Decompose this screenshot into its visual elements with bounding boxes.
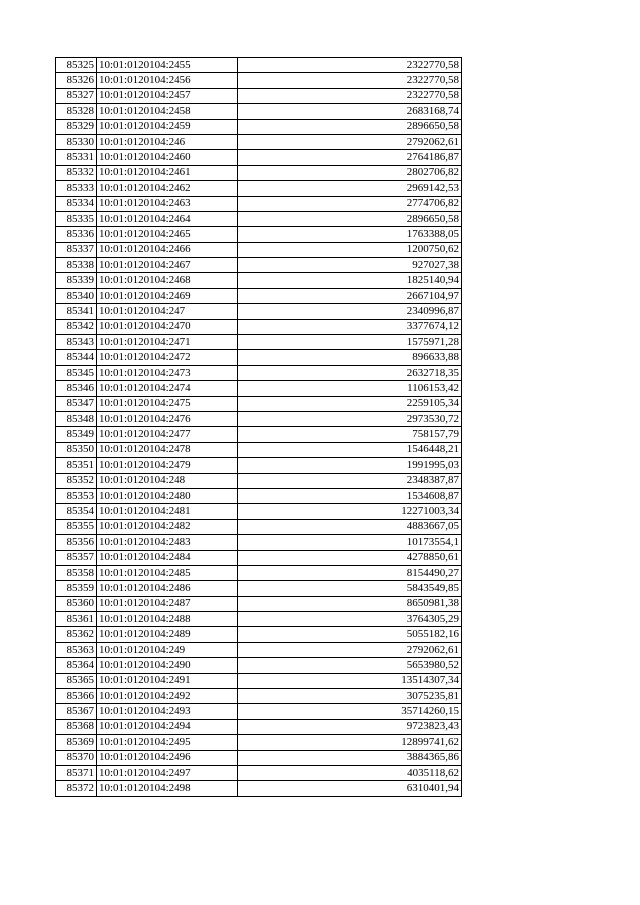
table-row — [56, 273, 462, 288]
cadastral-number-cell: 10:01:0120104:2487 — [97, 596, 238, 611]
table-body — [56, 58, 462, 797]
table-row — [56, 627, 462, 642]
table-row — [56, 104, 462, 119]
table-row — [56, 519, 462, 534]
table-row — [56, 319, 462, 334]
row-number-cell: 85335 — [56, 211, 97, 226]
cadastral-number-cell: 10:01:0120104:2466 — [97, 242, 238, 257]
table-row — [56, 350, 462, 365]
table-row — [56, 488, 462, 503]
cadastral-value-cell: 1991995,03 — [238, 458, 462, 473]
table-row — [56, 181, 462, 196]
row-number-cell: 85341 — [56, 304, 97, 319]
table-row — [56, 596, 462, 611]
cadastral-number-cell: 10:01:0120104:2472 — [97, 350, 238, 365]
cadastral-value-cell: 3377674,12 — [238, 319, 462, 334]
row-number-cell: 85357 — [56, 550, 97, 565]
cadastral-value-cell: 2896650,58 — [238, 119, 462, 134]
cadastral-number-cell: 10:01:0120104:2460 — [97, 150, 238, 165]
cadastral-number-cell: 10:01:0120104:247 — [97, 304, 238, 319]
cadastral-value-cell: 1200750,62 — [238, 242, 462, 257]
cadastral-number-cell: 10:01:0120104:2462 — [97, 181, 238, 196]
row-number-cell: 85351 — [56, 458, 97, 473]
row-number-cell: 85344 — [56, 350, 97, 365]
row-number-cell: 85372 — [56, 781, 97, 796]
table-row — [56, 689, 462, 704]
cadastral-value-cell: 5055182,16 — [238, 627, 462, 642]
table-row — [56, 535, 462, 550]
cadastral-value-cell: 1534608,87 — [238, 488, 462, 503]
cadastral-value-cell: 2774706,82 — [238, 196, 462, 211]
table-row — [56, 58, 462, 73]
cadastral-number-cell: 10:01:0120104:2473 — [97, 365, 238, 380]
cadastral-number-cell: 10:01:0120104:2465 — [97, 227, 238, 242]
row-number-cell: 85360 — [56, 596, 97, 611]
table-row — [56, 288, 462, 303]
table-row — [56, 119, 462, 134]
table-row — [56, 381, 462, 396]
table-row — [56, 642, 462, 657]
cadastral-number-cell: 10:01:0120104:2492 — [97, 689, 238, 704]
cadastral-value-cell: 1763388,05 — [238, 227, 462, 242]
cadastral-number-cell: 10:01:0120104:2458 — [97, 104, 238, 119]
cadastral-number-cell: 10:01:0120104:2456 — [97, 73, 238, 88]
cadastral-number-cell: 10:01:0120104:2482 — [97, 519, 238, 534]
row-number-cell: 85342 — [56, 319, 97, 334]
table-row — [56, 504, 462, 519]
cadastral-number-cell: 10:01:0120104:2455 — [97, 58, 238, 73]
row-number-cell: 85332 — [56, 165, 97, 180]
table-row — [56, 411, 462, 426]
cadastral-number-cell: 10:01:0120104:2459 — [97, 119, 238, 134]
cadastral-value-cell: 2322770,58 — [238, 73, 462, 88]
cadastral-value-cell: 1106153,42 — [238, 381, 462, 396]
row-number-cell: 85361 — [56, 612, 97, 627]
table-row — [56, 473, 462, 488]
cadastral-number-cell: 10:01:0120104:2479 — [97, 458, 238, 473]
cadastral-value-cell: 3884365,86 — [238, 750, 462, 765]
row-number-cell: 85325 — [56, 58, 97, 73]
cadastral-number-cell: 10:01:0120104:2461 — [97, 165, 238, 180]
cadastral-value-cell: 2973530,72 — [238, 411, 462, 426]
cadastral-number-cell: 10:01:0120104:2491 — [97, 673, 238, 688]
row-number-cell: 85349 — [56, 427, 97, 442]
cadastral-value-cell: 2802706,82 — [238, 165, 462, 180]
cadastral-value-cell: 35714260,15 — [238, 704, 462, 719]
cadastral-number-cell: 10:01:0120104:2488 — [97, 612, 238, 627]
row-number-cell: 85327 — [56, 88, 97, 103]
row-number-cell: 85362 — [56, 627, 97, 642]
row-number-cell: 85370 — [56, 750, 97, 765]
cadastral-number-cell: 10:01:0120104:2469 — [97, 288, 238, 303]
cadastral-value-cell: 2683168,74 — [238, 104, 462, 119]
row-number-cell: 85333 — [56, 181, 97, 196]
cadastral-number-cell: 10:01:0120104:2475 — [97, 396, 238, 411]
table-row — [56, 335, 462, 350]
table-row — [56, 165, 462, 180]
table-row — [56, 365, 462, 380]
cadastral-value-cell: 5653980,52 — [238, 658, 462, 673]
table-row — [56, 765, 462, 780]
row-number-cell: 85343 — [56, 335, 97, 350]
cadastral-value-cell: 9723823,43 — [238, 719, 462, 734]
cadastral-value-cell: 5843549,85 — [238, 581, 462, 596]
table-row — [56, 134, 462, 149]
cadastral-value-cell: 1546448,21 — [238, 442, 462, 457]
table-row — [56, 73, 462, 88]
cadastral-value-cell: 2764186,87 — [238, 150, 462, 165]
cadastral-number-cell: 10:01:0120104:2497 — [97, 765, 238, 780]
cadastral-value-table — [55, 57, 462, 797]
cadastral-number-cell: 10:01:0120104:2471 — [97, 335, 238, 350]
cadastral-number-cell: 10:01:0120104:2457 — [97, 88, 238, 103]
table-row — [56, 88, 462, 103]
cadastral-number-cell: 10:01:0120104:2483 — [97, 535, 238, 550]
row-number-cell: 85368 — [56, 719, 97, 734]
cadastral-value-cell: 2340996,87 — [238, 304, 462, 319]
row-number-cell: 85371 — [56, 765, 97, 780]
cadastral-value-cell: 2632718,35 — [238, 365, 462, 380]
table-row — [56, 227, 462, 242]
cadastral-value-cell: 12899741,62 — [238, 735, 462, 750]
row-number-cell: 85358 — [56, 565, 97, 580]
cadastral-number-cell: 10:01:0120104:2464 — [97, 211, 238, 226]
cadastral-value-cell: 4035118,62 — [238, 765, 462, 780]
row-number-cell: 85350 — [56, 442, 97, 457]
row-number-cell: 85336 — [56, 227, 97, 242]
cadastral-number-cell: 10:01:0120104:2476 — [97, 411, 238, 426]
table-row — [56, 304, 462, 319]
table-row — [56, 211, 462, 226]
cadastral-number-cell: 10:01:0120104:2498 — [97, 781, 238, 796]
row-number-cell: 85355 — [56, 519, 97, 534]
row-number-cell: 85367 — [56, 704, 97, 719]
cadastral-value-cell: 896633,88 — [238, 350, 462, 365]
cadastral-number-cell: 10:01:0120104:2485 — [97, 565, 238, 580]
cadastral-value-cell: 8650981,38 — [238, 596, 462, 611]
cadastral-number-cell: 10:01:0120104:246 — [97, 134, 238, 149]
row-number-cell: 85348 — [56, 411, 97, 426]
table-row — [56, 781, 462, 796]
cadastral-value-cell: 6310401,94 — [238, 781, 462, 796]
table-row — [56, 458, 462, 473]
cadastral-number-cell: 10:01:0120104:2463 — [97, 196, 238, 211]
cadastral-value-cell: 2322770,58 — [238, 58, 462, 73]
row-number-cell: 85346 — [56, 381, 97, 396]
cadastral-number-cell: 10:01:0120104:248 — [97, 473, 238, 488]
table-row — [56, 704, 462, 719]
cadastral-number-cell: 10:01:0120104:2494 — [97, 719, 238, 734]
cadastral-number-cell: 10:01:0120104:2470 — [97, 319, 238, 334]
cadastral-number-cell: 10:01:0120104:2486 — [97, 581, 238, 596]
table-row — [56, 550, 462, 565]
cadastral-number-cell: 10:01:0120104:2481 — [97, 504, 238, 519]
cadastral-value-cell: 4883667,05 — [238, 519, 462, 534]
row-number-cell: 85353 — [56, 488, 97, 503]
cadastral-value-cell: 2792062,61 — [238, 642, 462, 657]
table-row — [56, 427, 462, 442]
cadastral-value-cell: 758157,79 — [238, 427, 462, 442]
table-row — [56, 442, 462, 457]
cadastral-number-cell: 10:01:0120104:2493 — [97, 704, 238, 719]
cadastral-value-cell: 2896650,58 — [238, 211, 462, 226]
row-number-cell: 85329 — [56, 119, 97, 134]
table-row — [56, 673, 462, 688]
cadastral-number-cell: 10:01:0120104:2496 — [97, 750, 238, 765]
cadastral-value-cell: 1825140,94 — [238, 273, 462, 288]
cadastral-value-cell: 8154490,27 — [238, 565, 462, 580]
table-row — [56, 258, 462, 273]
row-number-cell: 85345 — [56, 365, 97, 380]
row-number-cell: 85352 — [56, 473, 97, 488]
row-number-cell: 85337 — [56, 242, 97, 257]
cadastral-number-cell: 10:01:0120104:2468 — [97, 273, 238, 288]
table-row — [56, 750, 462, 765]
table-row — [56, 242, 462, 257]
row-number-cell: 85366 — [56, 689, 97, 704]
cadastral-value-cell: 2348387,87 — [238, 473, 462, 488]
table-row — [56, 150, 462, 165]
cadastral-number-cell: 10:01:0120104:2480 — [97, 488, 238, 503]
cadastral-value-cell: 2259105,34 — [238, 396, 462, 411]
cadastral-value-cell: 4278850,61 — [238, 550, 462, 565]
cadastral-value-cell: 2969142,53 — [238, 181, 462, 196]
row-number-cell: 85347 — [56, 396, 97, 411]
row-number-cell: 85340 — [56, 288, 97, 303]
cadastral-value-cell: 1575971,28 — [238, 335, 462, 350]
row-number-cell: 85339 — [56, 273, 97, 288]
table-row — [56, 735, 462, 750]
row-number-cell: 85328 — [56, 104, 97, 119]
row-number-cell: 85326 — [56, 73, 97, 88]
row-number-cell: 85354 — [56, 504, 97, 519]
cadastral-number-cell: 10:01:0120104:2484 — [97, 550, 238, 565]
cadastral-value-cell: 13514307,34 — [238, 673, 462, 688]
row-number-cell: 85334 — [56, 196, 97, 211]
cadastral-number-cell: 10:01:0120104:2490 — [97, 658, 238, 673]
row-number-cell: 85356 — [56, 535, 97, 550]
cadastral-value-cell: 2792062,61 — [238, 134, 462, 149]
cadastral-number-cell: 10:01:0120104:249 — [97, 642, 238, 657]
row-number-cell: 85369 — [56, 735, 97, 750]
row-number-cell: 85364 — [56, 658, 97, 673]
cadastral-number-cell: 10:01:0120104:2467 — [97, 258, 238, 273]
cadastral-number-cell: 10:01:0120104:2474 — [97, 381, 238, 396]
row-number-cell: 85331 — [56, 150, 97, 165]
table-row — [56, 565, 462, 580]
table-row — [56, 658, 462, 673]
row-number-cell: 85330 — [56, 134, 97, 149]
row-number-cell: 85365 — [56, 673, 97, 688]
cadastral-value-cell: 927027,38 — [238, 258, 462, 273]
cadastral-value-cell: 2667104,97 — [238, 288, 462, 303]
cadastral-value-cell: 10173554,1 — [238, 535, 462, 550]
cadastral-value-cell: 3075235,81 — [238, 689, 462, 704]
row-number-cell: 85363 — [56, 642, 97, 657]
table-row — [56, 396, 462, 411]
table-row — [56, 196, 462, 211]
cadastral-number-cell: 10:01:0120104:2489 — [97, 627, 238, 642]
row-number-cell: 85359 — [56, 581, 97, 596]
table-row — [56, 612, 462, 627]
cadastral-value-cell: 12271003,34 — [238, 504, 462, 519]
cadastral-number-cell: 10:01:0120104:2478 — [97, 442, 238, 457]
table-row — [56, 581, 462, 596]
table-row — [56, 719, 462, 734]
row-number-cell: 85338 — [56, 258, 97, 273]
cadastral-number-cell: 10:01:0120104:2477 — [97, 427, 238, 442]
cadastral-number-cell: 10:01:0120104:2495 — [97, 735, 238, 750]
cadastral-value-cell: 2322770,58 — [238, 88, 462, 103]
cadastral-value-cell: 3764305,29 — [238, 612, 462, 627]
